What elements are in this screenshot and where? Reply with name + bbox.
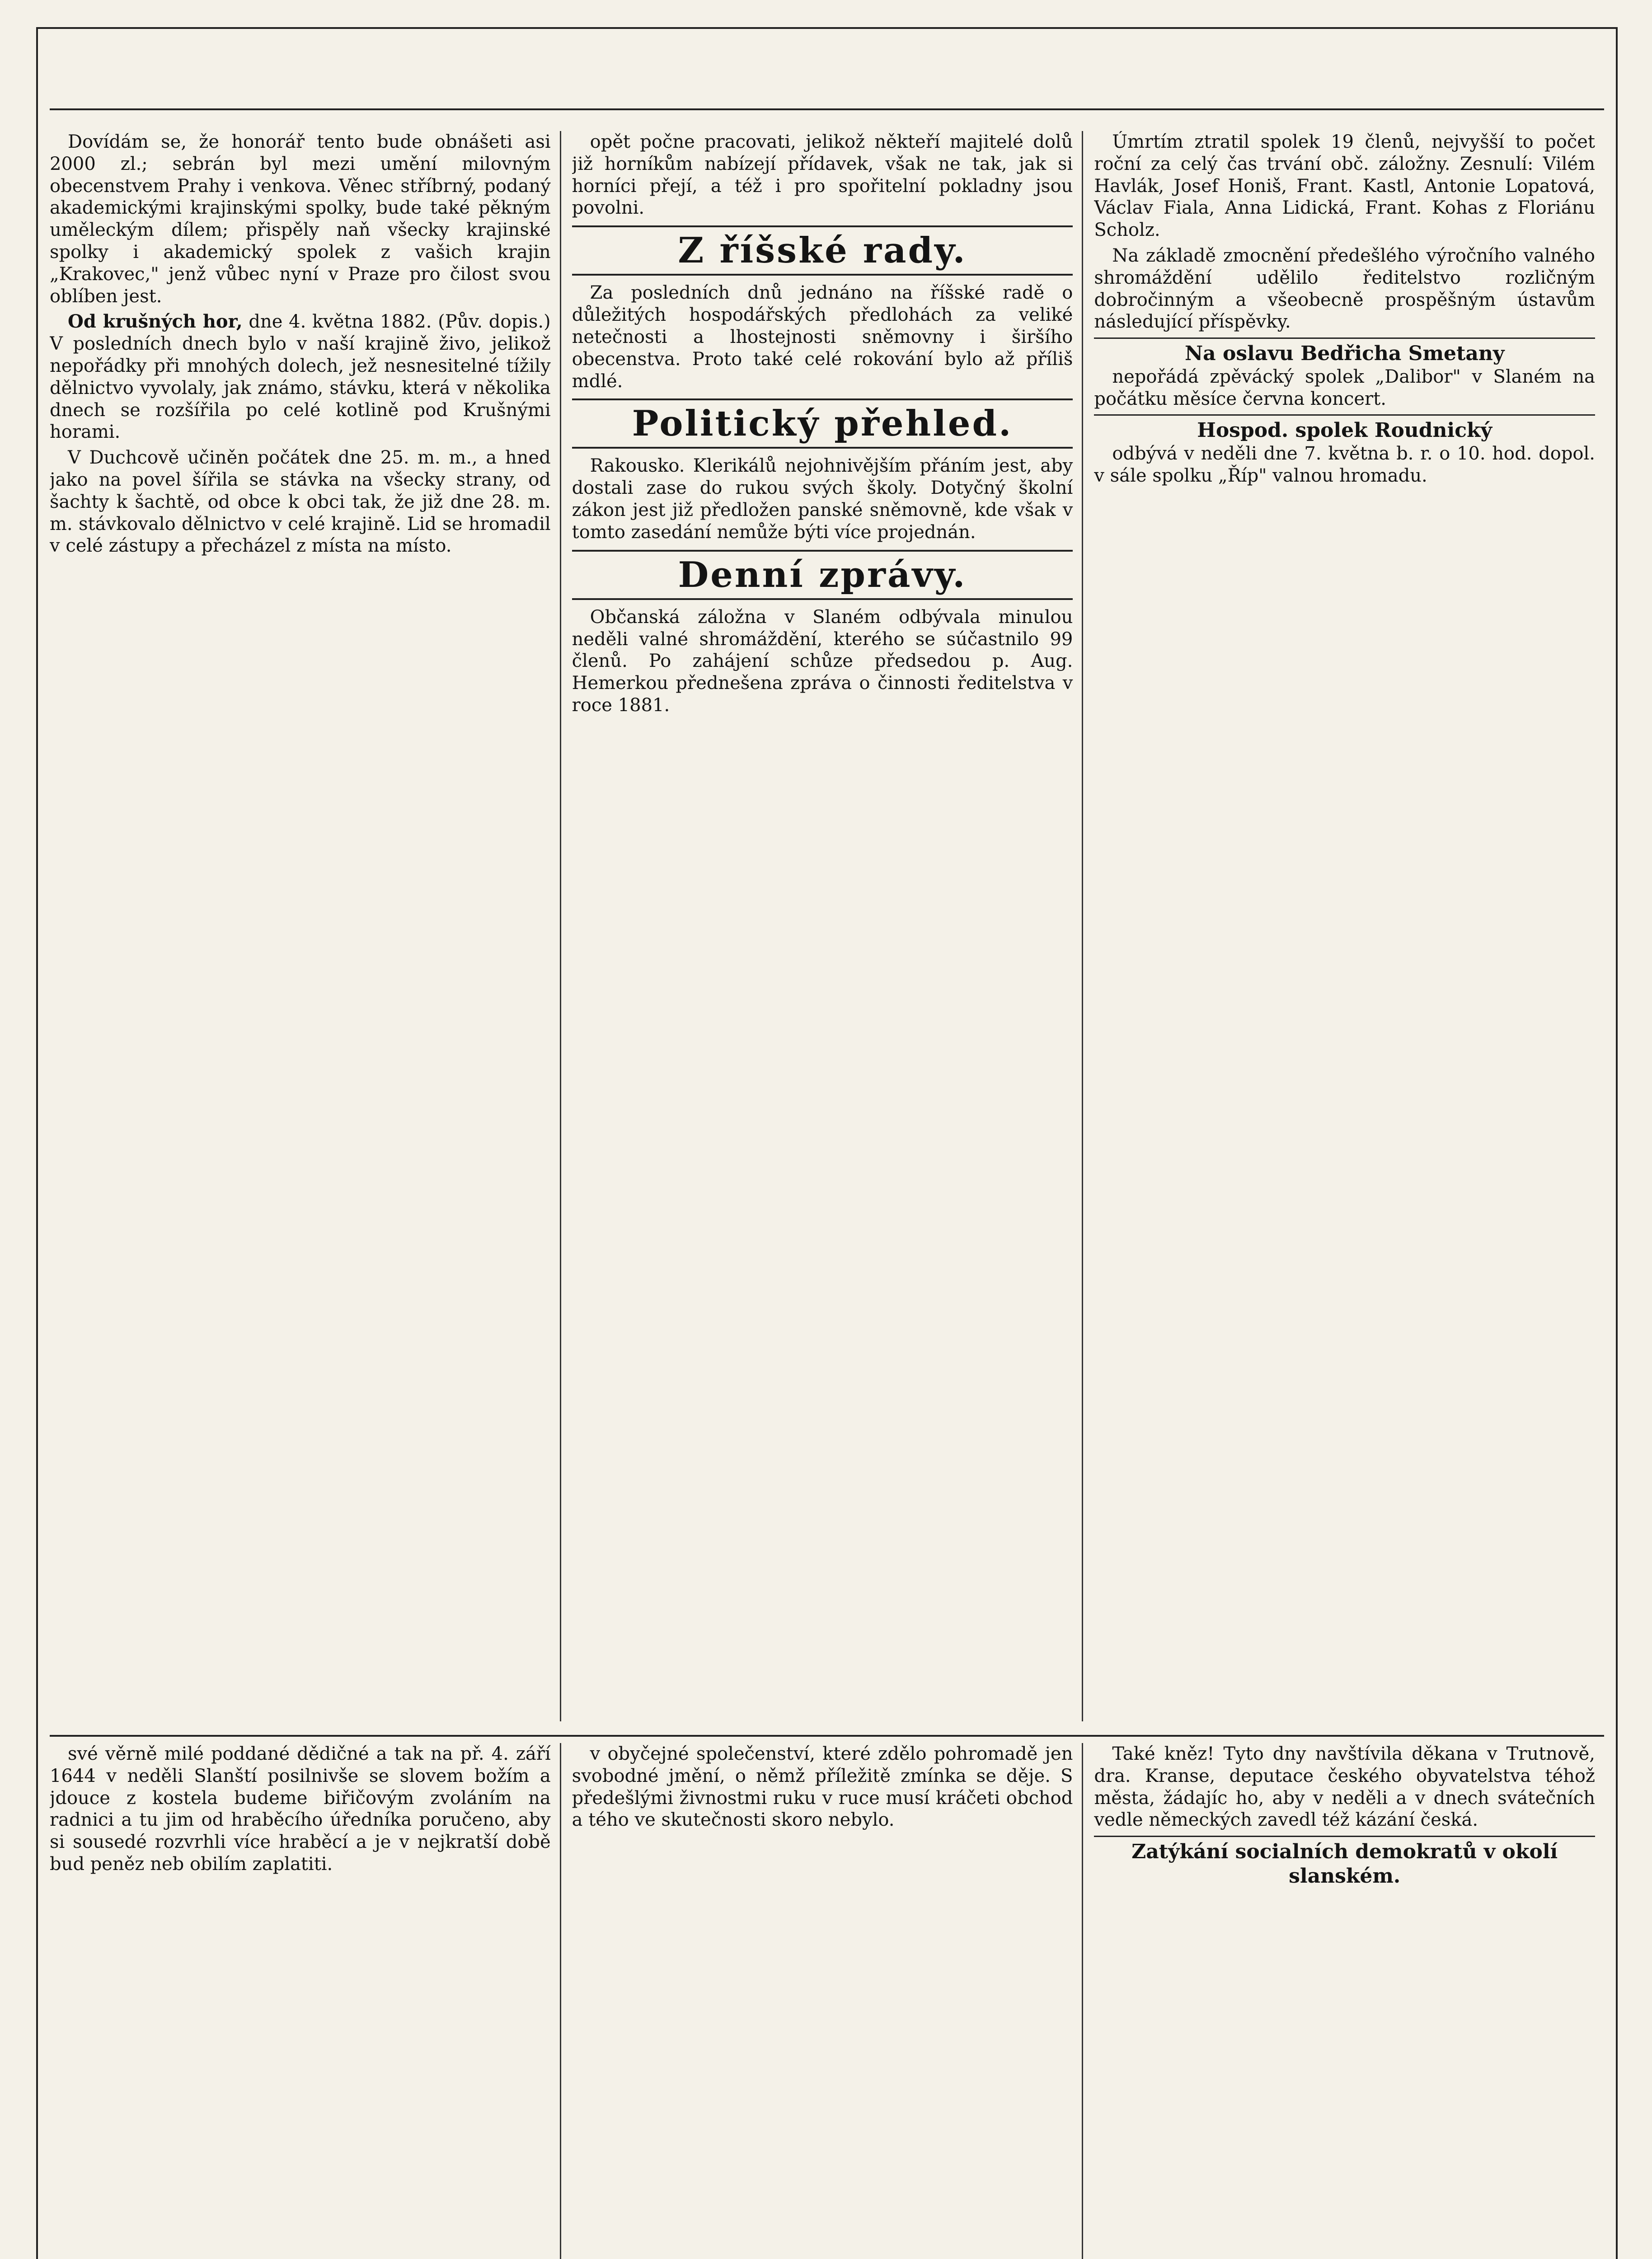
bottom-columns bbox=[50, 1735, 1604, 2259]
bottom-column-3 bbox=[1094, 1743, 1604, 2259]
col1-heading: Od krušných hor, bbox=[68, 311, 243, 333]
section-title-rada: Z říšské rady. bbox=[572, 225, 1073, 276]
top-rule bbox=[50, 108, 1604, 110]
main-columns bbox=[50, 131, 1604, 1721]
column-1 bbox=[50, 131, 561, 1721]
bottom-heading: Zatýkání socialních demokratů v okolí slanském. bbox=[1094, 1836, 1595, 1888]
col3-paragraph-2: Na základě zmocnění předešlého výročního valného shromáždění udělilo ředitelstvo rozličným dobročinným a všeobecně prospěšným ústavům následující příspěvky. bbox=[1094, 245, 1596, 333]
masthead bbox=[50, 41, 1604, 104]
bottom-paragraph-1: své věrně milé poddané dědičné a tak na př. 4. září 1644 v neděli Slanští posilnivše se slovem božím a jdouce z kostela budeme biřičovým zvoláním na radnici a tu jim od hraběcího úředníka poručeno, aby si sousedé rozvrhli více hraběcí a je v nejkratší době bud peněz neb obilím zaplatiti. bbox=[50, 1743, 551, 1875]
bottom-paragraph-2: v obyčejné společenství, které zdělo pohromadě jen svobodné jmění, o němž příležitě zmínka se děje. S předešlými živnostmi ruku v ruce musí kráčeti obchod a tého ve skutečnosti skoro nebylo. bbox=[572, 1743, 1073, 1831]
col1-paragraph-2 bbox=[50, 311, 551, 443]
column-3 bbox=[1094, 131, 1604, 1721]
col2-paragraph-1: opět počne pracovati, jelikož někteří majitelé dolů již horníkům nabízejí přídavek, však ne tak, jak si horníci přejí, a též i pro spořitelní pokladny jsou povolni. bbox=[572, 131, 1073, 219]
col3-paragraph-3: nepořádá zpěvácký spolek „Dalibor" v Slaném na počátku měsíce června koncert. bbox=[1094, 366, 1596, 409]
col2-paragraph-3: Rakousko. Klerikálů nejohnivějším přáním jest, aby dostali zase do rukou svých školy. Dotyčný školní zákon jest již předložen panské sněmovně, kde však v tomto zasedání nemůže býti více projednán. bbox=[572, 455, 1073, 543]
col1-paragraph-3: V Duchcově učiněn počátek dne 25. m. m., a hned jako na povel šířila se stávka na všecky strany, od šachty k šachtě, od obce k obci tak, že již dne 28. m. m. stávkovalo dělnictvo v celé krajině. Lid se hromadil v celé zástupy a přecházel z místa na místo. bbox=[50, 447, 551, 557]
bottom-paragraph-3: Také kněz! Tyto dny navštívila děkana v Trutnově, dra. Kranse, deputace českého obyvatelstva téhož města, žádajíc ho, aby v neděli a v dnech svátečních vedle německých zavedl též kázání česká. bbox=[1094, 1743, 1596, 1831]
col3-heading: Na oslavu Bedřicha Smetany bbox=[1094, 337, 1595, 366]
col3-paragraph-1: Úmrtím ztratil spolek 19 členů, nejvyšší to počet roční za celý čas trvání obč. záložny. Zesnulí: Vilém Havlák, Josef Honiš, Frant. Kastl, Antonie Lopatová, Václav Fiala, Anna Lidická, Frant. Kohas z Floriánu Scholz. bbox=[1094, 131, 1596, 241]
bottom-column-2 bbox=[572, 1743, 1084, 2259]
section-title-politicky: Politický přehled. bbox=[572, 398, 1073, 449]
bottom-column-1 bbox=[50, 1743, 561, 2259]
col1-paragraph-1: Dovídám se, že honorář tento bude obnášeti asi 2000 zl.; sebrán byl mezi umění milovným obecenstvem Prahy i venkova. Věnec stříbrný, podaný akademickými krajinskými spolky, bude také pěkným uměleckým dílem; přispěly naň všecky krajinské spolky i akademický spolek z vašich krajin „Krakovec," jenž vůbec nyní v Praze pro čilost svou oblíben jest. bbox=[50, 131, 551, 307]
col3-heading-2: Hospod. spolek Roudnický bbox=[1094, 414, 1595, 443]
col1-paragraph-2-text: dne 4. května 1882. (Pův. dopis.) V posledních dnech bylo v naší krajině živo, jelikož nepořádky při mnohých dolech, jež nesnesitelné tížily dělnictvo vyvolaly, jak známo, stávku, která v několika dnech se rozšířila po celé kotlině pod Krušnými horami. bbox=[50, 311, 551, 443]
column-2 bbox=[572, 131, 1084, 1721]
col2-paragraph-2: Za posledních dnů jednáno na říšské radě o důležitých hospodářských předlohách za veliké netečnosti a lhostejnosti sněmovny i širšího obecenstva. Proto také celé rokování bylo až příliš mdlé. bbox=[572, 282, 1073, 392]
col2-paragraph-4: Občanská záložna v Slaném odbývala minulou neděli valné shromáždění, kterého se súčastnilo 99 členů. Po zahájení schůze předsedou p. Aug. Hemerkou přednešena zpráva o činnosti ředitelstva v roce 1881. bbox=[572, 606, 1073, 716]
section-title-denni: Denní zprávy. bbox=[572, 550, 1073, 600]
col3-paragraph-4: odbývá v neděli dne 7. května b. r. o 10. hod. dopol. v sále spolku „Říp" valnou hromadu. bbox=[1094, 443, 1596, 486]
